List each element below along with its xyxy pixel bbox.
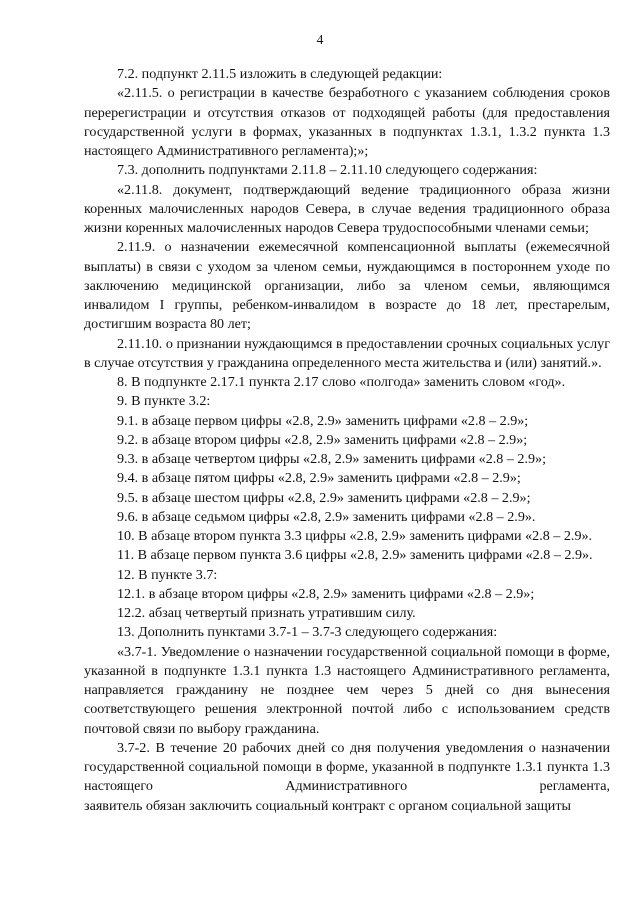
paragraph — [84, 527, 610, 546]
paragraph-text: 9.2. в абзаце втором цифры «2.8, 2.9» заменить цифрами «2.8 – 2.9»; — [117, 431, 528, 448]
document-body — [84, 65, 610, 816]
paragraph — [84, 469, 610, 488]
paragraph-text: 2.11.10. о признании нуждающимся в предоставлении срочных социальных услуг в случае отсутствия у гражданина определенного места жительства и (или) занятий.». — [84, 335, 610, 371]
paragraph — [84, 181, 610, 239]
paragraph-text: «3.7-1. Уведомление о назначении государственной социальной помощи в форме, указанной в подпункте 1.3.1 пункта 1.3 настоящего Административного регламента, направляется гражданину не позднее чем через 5 дней со дня вынесения соответствующего решения электронной почтой либо с использованием средств почтовой связи по выбору гражданина. — [84, 643, 610, 737]
paragraph — [84, 623, 610, 642]
paragraph-text: 12.1. в абзаце втором цифры «2.8, 2.9» заменить цифрами «2.8 – 2.9»; — [117, 585, 535, 602]
paragraph — [84, 739, 610, 816]
paragraph-text: 9.4. в абзаце пятом цифры «2.8, 2.9» заменить цифрами «2.8 – 2.9»; — [117, 470, 521, 487]
paragraph-text: заявитель обязан заключить социальный контракт с органом социальной защиты — [84, 797, 571, 814]
paragraph-text: 12.2. абзац четвертый признать утратившим силу. — [117, 605, 416, 621]
paragraph — [84, 489, 610, 508]
paragraph — [84, 508, 610, 527]
paragraph — [84, 335, 610, 374]
paragraph-text: 9. В пункте 3.2: — [117, 393, 211, 410]
paragraph — [84, 585, 610, 604]
paragraph-text: «2.11.5. о регистрации в качестве безработного с указанием соблюдения сроков перерегистрации и отсутствия отказов от подходящей работы (для предоставления государственной услуги в формах, указанных в подпунктах 1.3.1, 1.3.2 пункта 1.3 настоящего Административного регламента);»; — [84, 85, 610, 159]
paragraph-text: 11. В абзаце первом пункта 3.6 цифры «2.8, 2.9» заменить цифрами «2.8 – 2.9». — [117, 547, 593, 564]
paragraph-text: 3.7-2. В течение 20 рабочих дней со дня получения уведомления о назначении государственной социальной помощи в форме, указанной в подпункте 1.3.1 пункта 1.3 настоящего Административного регламента, — [84, 739, 610, 795]
paragraph — [84, 566, 610, 585]
paragraph — [84, 604, 610, 623]
paragraph — [84, 412, 610, 431]
paragraph — [84, 546, 610, 565]
paragraph — [84, 392, 610, 411]
paragraph — [84, 431, 610, 450]
paragraph-text: 9.3. в абзаце четвертом цифры «2.8, 2.9» заменить цифрами «2.8 – 2.9»; — [117, 451, 546, 467]
paragraph — [84, 65, 610, 84]
paragraph-text: 9.1. в абзаце первом цифры «2.8, 2.9» заменить цифрами «2.8 – 2.9»; — [117, 412, 529, 429]
paragraph-text: 13. Дополнить пунктами 3.7-1 – 3.7-3 следующего содержания: — [117, 624, 498, 641]
paragraph-text: 9.6. в абзаце седьмом цифры «2.8, 2.9» заменить цифрами «2.8 – 2.9». — [117, 508, 536, 525]
paragraph-text: 10. В абзаце втором пункта 3.3 цифры «2.8, 2.9» заменить цифрами «2.8 – 2.9». — [117, 528, 593, 544]
paragraph — [84, 373, 610, 392]
paragraph-text: 7.3. дополнить подпунктами 2.11.8 – 2.11.10 следующего содержания: — [117, 162, 538, 179]
paragraph — [84, 238, 610, 334]
page-number: 4 — [316, 32, 324, 47]
paragraph-text: «2.11.8. документ, подтверждающий ведение традиционного образа жизни коренных малочисленных народов Севера, в случае ведения традиционного образа жизни коренных малочисленных народов Севера трудоспособными членами семьи; — [84, 181, 610, 236]
paragraph-text: 2.11.9. о назначении ежемесячной компенсационной выплаты (ежемесячной выплаты) в связи с уходом за членом семьи, нуждающимся в постороннем уходе по заключению медицинской организации, либо за членом семьи, являющимся инвалидом I группы, ребенком-инвалидом в возрасте до 18 лет, престарелым, достигшим возраста 80 лет; — [84, 239, 610, 333]
paragraph-text: 7.2. подпункт 2.11.5 изложить в следующей редакции: — [117, 66, 443, 82]
paragraph — [84, 450, 610, 469]
paragraph — [84, 161, 610, 180]
paragraph-text: 12. В пункте 3.7: — [117, 566, 218, 583]
paragraph — [84, 84, 610, 161]
paragraph-text: 8. В подпункте 2.17.1 пункта 2.17 слово «полгода» заменить словом «год». — [117, 374, 566, 390]
paragraph — [84, 643, 610, 739]
paragraph-text: 9.5. в абзаце шестом цифры «2.8, 2.9» заменить цифрами «2.8 – 2.9»; — [117, 489, 531, 506]
